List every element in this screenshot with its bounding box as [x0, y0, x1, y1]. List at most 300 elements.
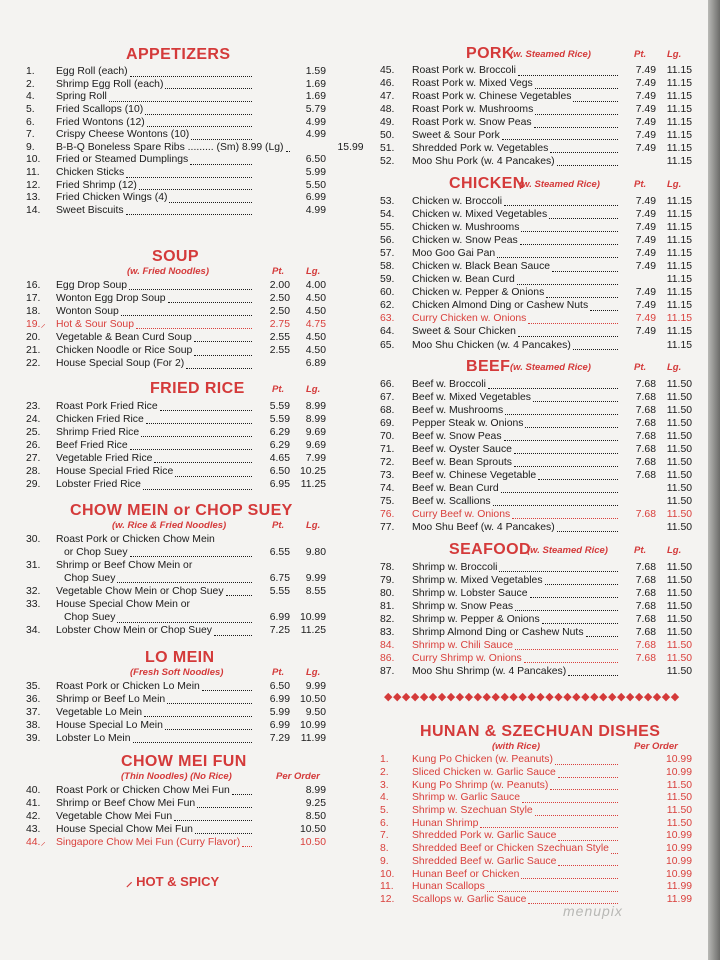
item-price-large: 5.50 [305, 179, 326, 191]
menu-item[interactable] [350, 443, 692, 456]
item-price-large: 11.50 [666, 430, 692, 442]
menu-item[interactable] [0, 559, 326, 572]
menu-item[interactable] [0, 598, 326, 611]
item-price-large: 11.50 [666, 443, 692, 455]
item-price-pint: 7.68 [635, 456, 656, 468]
menu-item[interactable] [0, 533, 326, 546]
menu-item[interactable] [350, 104, 692, 117]
menu-item[interactable] [350, 574, 692, 587]
item-number: 58. [380, 261, 395, 273]
item-price-large: 4.50 [305, 305, 326, 317]
item-name: Shrimp Almond Ding or Cashew Nuts [412, 626, 584, 638]
menu-item[interactable] [0, 625, 326, 638]
item-number: 86. [380, 652, 395, 664]
menu-item[interactable] [0, 452, 326, 465]
item-name: Kung Po Chicken (w. Peanuts) [412, 754, 553, 766]
dot-leader [586, 628, 618, 637]
item-price-large: 10.99 [665, 754, 692, 766]
dot-leader [190, 156, 252, 165]
menu-item[interactable] [0, 400, 326, 413]
dot-leader [501, 484, 618, 493]
menu-item[interactable] [350, 754, 692, 767]
item-name: Chicken Noodle or Rice Soup [56, 345, 193, 357]
menu-item[interactable] [0, 612, 326, 625]
item-price-pint: 2.55 [269, 345, 290, 357]
menu-item[interactable] [0, 479, 326, 492]
item-price-pint: 7.49 [635, 261, 656, 273]
dot-leader [521, 223, 618, 232]
menu-item[interactable] [0, 192, 326, 205]
chow-mei-fun-list [0, 784, 326, 849]
dot-leader [533, 393, 618, 402]
item-number: 28. [26, 466, 41, 478]
item-number: 73. [380, 469, 395, 481]
item-price-pint: 7.25 [269, 625, 290, 637]
menu-item[interactable] [350, 805, 692, 818]
menu-item[interactable] [350, 779, 692, 792]
item-price-large: 11.15 [666, 326, 692, 338]
menu-item[interactable] [350, 430, 692, 443]
item-price-large: 11.15 [666, 117, 692, 128]
menu-item[interactable] [350, 65, 692, 78]
dot-leader [167, 695, 252, 704]
item-price-pint: 7.68 [635, 587, 656, 599]
menu-item[interactable] [350, 260, 692, 273]
dot-leader [226, 587, 252, 596]
menu-item[interactable] [0, 344, 326, 357]
item-name: Roast Pork Fried Rice [56, 400, 158, 412]
item-number: 84. [380, 639, 395, 651]
menu-item[interactable] [0, 810, 326, 823]
menu-item[interactable] [0, 823, 326, 836]
item-price-pint: 7.68 [635, 639, 656, 651]
menu-item[interactable] [350, 843, 692, 856]
item-price-large: 11.50 [666, 817, 692, 829]
menu-item[interactable] [0, 66, 326, 79]
dot-leader [546, 289, 618, 298]
menu-item[interactable] [350, 456, 692, 469]
item-number: 5. [26, 104, 35, 116]
item-number: 4. [380, 792, 389, 804]
item-name: Shrimp w. Snow Peas [412, 600, 514, 612]
menu-item[interactable] [350, 868, 692, 881]
dot-leader [214, 627, 252, 636]
item-number: 81. [380, 600, 395, 612]
lg-column-label: Lg. [667, 49, 682, 60]
lg-column-label: Lg. [306, 384, 321, 395]
item-number: 70. [380, 430, 395, 442]
dot-leader [191, 131, 252, 140]
item-name: Egg Drop Soup [56, 279, 128, 291]
menu-item[interactable] [0, 179, 326, 192]
dot-leader [232, 786, 252, 795]
menu-item[interactable] [350, 208, 692, 221]
item-name: Chicken w. Mushrooms [412, 221, 520, 233]
item-number: 5. [380, 805, 389, 817]
item-name: Roast Pork w. Broccoli [412, 65, 516, 77]
seafood-title: SEAFOOD [449, 541, 531, 558]
menu-item[interactable] [0, 292, 326, 305]
item-number: 8. [380, 843, 389, 855]
menu-item[interactable] [350, 91, 692, 104]
item-price-large: 11.50 [666, 587, 692, 599]
menu-item[interactable] [350, 234, 692, 247]
menu-item[interactable] [350, 417, 692, 430]
item-number: 33. [26, 599, 41, 611]
menu-item[interactable] [350, 495, 692, 508]
menu-item[interactable] [350, 894, 692, 907]
pork-list [350, 65, 692, 168]
menu-item[interactable] [0, 706, 326, 719]
dot-leader [160, 402, 252, 411]
item-price-large: 11.15 [666, 313, 692, 325]
item-name: Shrimp Egg Roll (each) [56, 78, 164, 90]
item-name: Fried Chicken Wings (4) [56, 192, 168, 204]
menu-item[interactable] [350, 313, 692, 326]
menu-item[interactable] [350, 817, 692, 830]
item-price-large: 11.50 [666, 482, 692, 494]
dot-leader [175, 468, 252, 477]
menu-item[interactable] [350, 142, 692, 155]
menu-item[interactable] [0, 129, 326, 142]
item-name: Shredded Pork w. Vegetables [412, 142, 549, 154]
menu-item[interactable] [350, 587, 692, 600]
menu-item[interactable] [350, 767, 692, 780]
item-name: or Chop Suey [64, 546, 128, 558]
menu-item[interactable] [0, 836, 326, 849]
menu-item[interactable] [350, 639, 692, 652]
item-number: 19.⸝ [26, 318, 46, 330]
dot-leader [126, 206, 252, 215]
item-price-large: 11.50 [666, 378, 692, 390]
item-name: Scallops w. Garlic Sauce [412, 893, 527, 905]
item-number: 24. [26, 413, 41, 425]
item-name: Chicken w. Black Bean Sauce [412, 261, 551, 273]
dot-leader [195, 825, 252, 834]
menu-item[interactable] [0, 116, 326, 129]
item-number: 6. [26, 116, 35, 128]
item-price-pint: 2.75 [269, 318, 290, 330]
menu-item[interactable] [350, 482, 692, 495]
item-number: 11. [380, 881, 394, 893]
menu-item[interactable] [0, 732, 326, 745]
item-name: Shrimp w. Mixed Vegetables [412, 574, 543, 586]
item-price-pint: 7.68 [635, 626, 656, 638]
dot-leader [165, 721, 252, 730]
menu-item[interactable] [0, 279, 326, 292]
dot-leader [518, 328, 618, 337]
menu-item[interactable] [350, 155, 692, 168]
item-price-large: 11.15 [666, 274, 692, 286]
item-name: Wonton Egg Drop Soup [56, 292, 166, 304]
menu-item[interactable] [350, 117, 692, 130]
item-name: Shredded Beef w. Garlic Sauce [412, 855, 557, 867]
menu-item[interactable] [0, 693, 326, 706]
item-price-pint: 6.50 [269, 466, 290, 478]
item-price-pint: 7.49 [635, 287, 656, 299]
dot-leader [154, 454, 252, 463]
dot-leader [558, 857, 618, 866]
menu-item[interactable] [0, 680, 326, 693]
item-number: 7. [26, 129, 35, 141]
item-price-large: 11.50 [666, 495, 692, 507]
item-price-pint: 7.68 [635, 600, 656, 612]
item-number: 78. [380, 561, 395, 573]
menu-item[interactable] [0, 358, 326, 371]
item-number: 55. [380, 221, 395, 233]
menu-item[interactable] [0, 784, 326, 797]
dot-leader [515, 602, 618, 611]
item-price-large: 11.25 [300, 625, 326, 637]
menu-item[interactable] [350, 521, 692, 534]
menu-item[interactable] [0, 205, 326, 218]
menu-item[interactable] [350, 600, 692, 613]
menu-item[interactable] [0, 305, 326, 318]
item-name: Singapore Chow Mei Fun (Curry Flavor) [56, 836, 241, 848]
item-price-large: 11.15 [666, 300, 692, 312]
diamond-divider: ◆◆◆◆◆◆◆◆◆◆◆◆◆◆◆◆◆◆◆◆◆◆◆◆◆◆◆◆◆◆◆◆◆ [384, 691, 680, 703]
lo-mein-title: LO MEIN [145, 649, 215, 666]
item-price-large: 9.99 [305, 680, 326, 692]
dot-leader [502, 131, 618, 140]
menu-item[interactable] [0, 797, 326, 810]
item-price-large: 1.69 [305, 91, 326, 103]
item-price-pint: 7.68 [635, 417, 656, 429]
dot-leader [168, 294, 252, 303]
menu-item[interactable] [0, 318, 326, 331]
menu-item[interactable] [350, 613, 692, 626]
dot-leader [117, 614, 252, 623]
item-name: Beef w. Chinese Vegetable [412, 469, 537, 481]
item-number: 14. [26, 204, 41, 216]
menu-item[interactable] [350, 274, 692, 287]
item-price-large: 11.15 [666, 104, 692, 116]
menu-item[interactable] [0, 572, 326, 585]
item-name: Shrimp w. Szechuan Style [412, 805, 533, 817]
item-number: 4. [26, 91, 35, 103]
watermark-logo: menupix [563, 903, 623, 919]
dot-leader [186, 360, 252, 369]
item-number: 26. [26, 439, 41, 451]
item-price-pint: 6.75 [269, 572, 290, 584]
item-price-pint: 7.68 [635, 508, 656, 520]
item-name: Beef w. Mushrooms [412, 404, 504, 416]
item-price-large: 6.89 [305, 358, 326, 370]
item-price-large: 6.50 [305, 154, 326, 166]
item-number: 63. [380, 313, 395, 325]
dot-leader [493, 497, 618, 506]
item-name: Roast Pork or Chicken Chow Mei Fun [56, 784, 230, 796]
menu-item[interactable] [350, 287, 692, 300]
menu-item[interactable] [350, 469, 692, 482]
menu-item[interactable] [350, 665, 692, 678]
menu-item[interactable] [350, 626, 692, 639]
dot-leader [611, 845, 618, 854]
item-price-pint: 4.65 [269, 452, 290, 464]
pt-column-label: Pt. [272, 520, 285, 531]
dot-leader [129, 281, 252, 290]
beef-list [350, 378, 692, 534]
item-price-large: 9.69 [305, 426, 326, 438]
item-price-pint: 6.29 [269, 439, 290, 451]
dot-leader [552, 263, 618, 272]
item-price-large: 10.99 [665, 767, 692, 779]
menu-item[interactable] [350, 856, 692, 869]
item-name: Chicken Fried Rice [56, 413, 144, 425]
menu-item[interactable] [350, 561, 692, 574]
item-price-large: 11.50 [666, 779, 692, 791]
item-price-large: 10.99 [665, 843, 692, 855]
beef-title: BEEF [466, 358, 511, 375]
item-price-large: 11.15 [666, 339, 692, 351]
menu-item[interactable] [0, 331, 326, 344]
dot-leader [520, 236, 618, 245]
chow-mei-fun-subtitle: (Thin Noodles) (No Rice) [121, 771, 232, 782]
item-name: Chicken w. Pepper & Onions [412, 287, 545, 299]
item-number: 40. [26, 784, 41, 796]
item-price-pint: 6.29 [269, 426, 290, 438]
dot-leader [573, 341, 618, 350]
dot-leader [504, 432, 618, 441]
dot-leader [130, 548, 252, 557]
item-name: Fried or Steamed Dumplings [56, 154, 189, 166]
item-price-large: 9.25 [305, 797, 326, 809]
item-price-pint: 7.49 [635, 129, 656, 141]
menu-item[interactable] [350, 830, 692, 843]
menu-item[interactable] [0, 91, 326, 104]
item-price-large: 15.99 [337, 141, 364, 153]
dot-leader [517, 276, 618, 285]
dot-leader [488, 380, 618, 389]
dot-leader [141, 428, 252, 437]
item-number: 17. [26, 292, 41, 304]
item-price-large: 4.75 [305, 318, 326, 330]
menu-item[interactable] [350, 300, 692, 313]
dot-leader [525, 419, 618, 428]
item-number: 51. [380, 142, 395, 154]
dot-leader [169, 194, 252, 203]
menu-item[interactable] [350, 391, 692, 404]
item-price-large: 11.50 [666, 391, 692, 403]
item-number: 69. [380, 417, 395, 429]
item-name: Chicken w. Bean Curd [412, 274, 515, 286]
item-name: Hunan Scallops [412, 881, 485, 893]
menu-item[interactable] [350, 195, 692, 208]
menu-item[interactable] [0, 141, 364, 155]
item-name: Fried Scallops (10) [56, 104, 144, 116]
menu-item[interactable] [350, 221, 692, 234]
item-number: 49. [380, 117, 395, 128]
item-name: Moo Goo Gai Pan [412, 247, 496, 259]
menu-item[interactable] [0, 426, 326, 439]
dot-leader [139, 181, 252, 190]
soup-list [0, 279, 326, 371]
item-price-large: 10.99 [665, 830, 692, 842]
dot-leader [528, 315, 618, 324]
menu-item[interactable] [350, 129, 692, 142]
item-number: 6. [380, 817, 389, 829]
item-price-large: 11.50 [666, 456, 692, 468]
item-price-pint: 7.49 [635, 221, 656, 233]
dot-leader [146, 415, 252, 424]
menu-item[interactable] [0, 546, 326, 559]
item-price-pint: 7.68 [635, 469, 656, 481]
item-name: Sweet & Sour Pork [412, 129, 500, 141]
item-number: 83. [380, 626, 395, 638]
menu-item[interactable] [0, 79, 326, 92]
item-price-large: 11.15 [666, 208, 692, 220]
item-number: 21. [26, 345, 41, 357]
menu-item[interactable] [0, 719, 326, 732]
dot-leader [197, 799, 252, 808]
menu-item[interactable] [350, 378, 692, 391]
item-name: Chicken Almond Ding or Cashew Nuts [412, 300, 589, 312]
item-name: Sweet & Sour Chicken [412, 326, 516, 338]
item-name: Beef w. Bean Sprouts [412, 456, 512, 468]
menu-item[interactable] [350, 247, 692, 260]
item-number: 41. [26, 797, 41, 809]
pt-column-label: Pt. [634, 362, 647, 373]
item-price-large: 11.15 [666, 78, 692, 90]
item-price-large: 10.99 [665, 855, 692, 867]
item-price-pint: 2.50 [269, 305, 290, 317]
item-number: 29. [26, 479, 41, 491]
item-price-pint: 2.00 [269, 279, 290, 291]
menu-item[interactable] [350, 339, 692, 352]
item-price-large: 10.99 [299, 719, 326, 731]
dot-leader [573, 93, 618, 102]
item-name: Moo Shu Shrimp (w. 4 Pancakes) [412, 665, 567, 677]
item-name: House Special Chow Mei Fun [56, 823, 193, 835]
item-price-large: 4.99 [305, 116, 326, 128]
item-number: 45. [380, 65, 395, 77]
item-name: Shrimp or Beef Lo Mein [56, 693, 166, 705]
item-name: Crispy Cheese Wontons (10) [56, 129, 190, 141]
dot-leader [497, 249, 618, 258]
item-price-large: 11.50 [666, 652, 692, 664]
item-price-large: 11.15 [666, 142, 692, 154]
menu-item[interactable] [350, 881, 692, 894]
item-name: Lobster Lo Mein [56, 732, 131, 744]
lg-column-label: Lg. [306, 266, 321, 277]
menu-item[interactable] [350, 326, 692, 339]
menu-item[interactable] [0, 167, 326, 180]
item-number: 44.⸝ [26, 836, 46, 848]
menu-item[interactable] [0, 439, 326, 452]
menu-item[interactable] [350, 652, 692, 665]
menu-item[interactable] [350, 792, 692, 805]
menu-item[interactable] [0, 585, 326, 598]
dot-leader [286, 143, 290, 152]
menu-item[interactable] [350, 78, 692, 91]
item-number: 31. [26, 559, 41, 571]
item-price-large: 11.50 [666, 469, 692, 481]
menu-item[interactable] [350, 508, 692, 521]
menu-item[interactable] [0, 413, 326, 426]
menu-item[interactable] [0, 465, 326, 478]
hot-spicy-legend [126, 872, 219, 890]
item-price-pint: 7.49 [635, 91, 656, 103]
hunan-list [350, 754, 692, 906]
menu-item[interactable] [0, 154, 326, 167]
item-name: Chicken w. Mixed Vegetables [412, 208, 548, 220]
item-name: Kung Po Shrimp (w. Peanuts) [412, 779, 549, 791]
item-price-pint: 7.68 [635, 391, 656, 403]
dot-leader [550, 781, 618, 790]
dot-leader [538, 471, 618, 480]
menu-item[interactable] [350, 404, 692, 417]
menu-item[interactable] [0, 104, 326, 117]
